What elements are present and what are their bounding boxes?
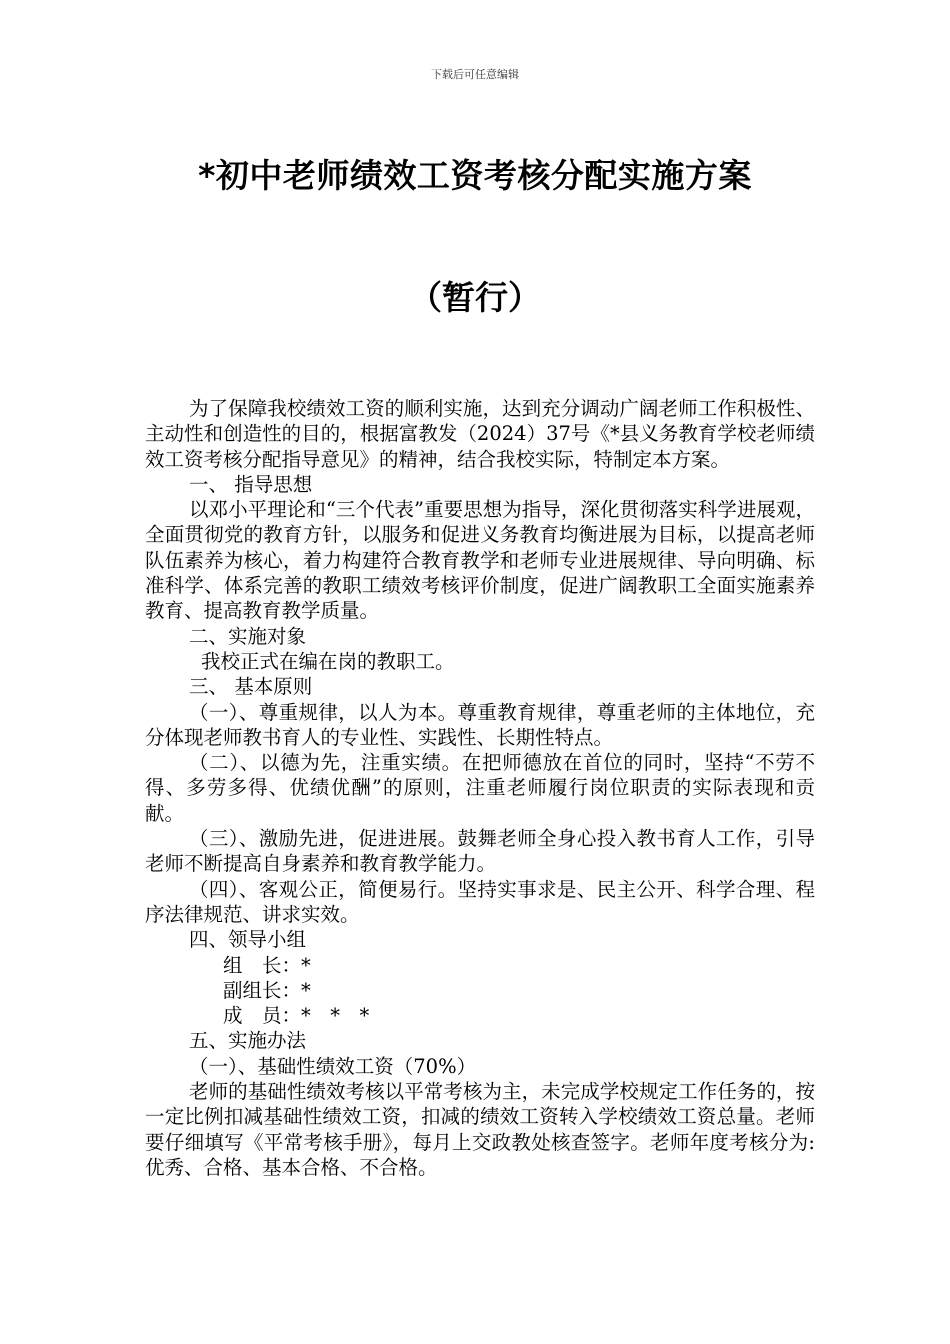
basic-pay-paragraph: 老师的基础性绩效考核以平常考核为主，未完成学校规定工作任务的，按一定比例扣减基础性绩效工资，扣减的绩效工资转入学校绩效工资总量。老师要仔细填写《平常考核手册》，每月上交政教处核查签字。老师年度考核分为:优秀、合格、基本合格、不合格。 — [145, 1080, 815, 1179]
section-heading-target: 二、实施对象 — [189, 624, 307, 648]
principle-item: （二）、以德为先，注重实绩。在把师德放在首位的同时，坚持“不劳不得、多劳多得、优绩优酬”的原则，注重老师履行岗位职责的实际表现和贡献。 — [145, 751, 815, 825]
section-heading-principles: 三、 基本原则 — [189, 675, 313, 699]
header-note: 下载后可任意编辑 — [431, 68, 519, 81]
principle-item: （四）、客观公正，简便易行。坚持实事求是、民主公开、科学合理、程序法律规范、讲求实效。 — [145, 877, 815, 926]
guiding-thought-paragraph: 以邓小平理论和“三个代表”重要思想为指导，深化贯彻落实科学进展观，全面贯彻党的教育方针，以服务和促进义务教育均衡进展为目标，以提高老师队伍素养为核心，着力构建符合教育教学和老师专业进展规律、导向明确、标准科学、体系完善的教职工绩效考核评价制度，促进广阔教职工全面实施素养教育、提高教育教学质量。 — [145, 498, 815, 623]
leader-line: 组 长：* — [223, 953, 311, 977]
principle-item: （三）、激励先进，促进进展。鼓舞老师全身心投入教书育人工作，引导老师不断提高自身素养和教育教学能力。 — [145, 827, 815, 876]
intro-paragraph: 为了保障我校绩效工资的顺利实施，达到充分调动广阔老师工作积极性、主动性和创造性的目的，根据富教发（2024）37号《*县义务教育学校老师绩效工资考核分配指导意见》的精神，结合我校实际，特制定本方案。 — [145, 397, 815, 471]
document-body — [145, 396, 815, 1180]
subsection-heading-basic-pay: （一）、基础性绩效工资（70%） — [189, 1054, 477, 1078]
document-title: *初中老师绩效工资考核分配实施方案 — [198, 156, 752, 195]
section-heading-guiding-thought: 一、 指导思想 — [189, 472, 313, 496]
principle-item: （一）、尊重规律，以人为本。尊重教育规律，尊重老师的主体地位，充分体现老师教书育人的专业性、实践性、长期性特点。 — [145, 700, 815, 749]
section-heading-leadership: 四、领导小组 — [189, 928, 307, 952]
target-paragraph: 我校正式在编在岗的教职工。 — [201, 649, 455, 673]
members-line: 成 员：* * * — [223, 1004, 370, 1028]
section-heading-methods: 五、实施办法 — [189, 1029, 307, 1053]
document-subtitle: （暂行） — [409, 278, 541, 317]
deputy-leader-line: 副组长：* — [223, 978, 311, 1002]
